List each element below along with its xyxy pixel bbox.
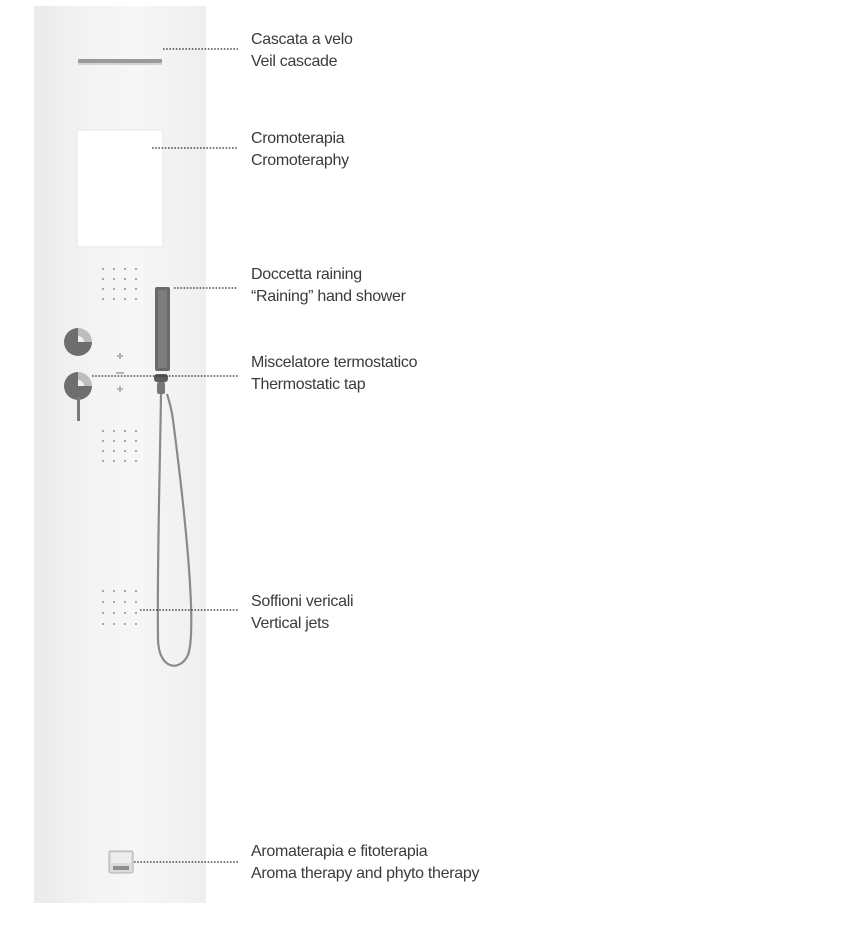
jet-nozzle: [113, 288, 115, 290]
callout-italian: Cascata a velo: [251, 31, 353, 48]
jet-nozzle: [113, 268, 115, 270]
callout-english: Veil cascade: [251, 53, 338, 70]
jet-nozzle: [124, 298, 126, 300]
jet-nozzle: [135, 288, 137, 290]
jet-nozzle: [102, 450, 104, 452]
callout-english: Cromoteraphy: [251, 152, 349, 169]
callout-italian: Miscelatore termostatico: [251, 354, 418, 371]
callout-thermostatic-tap: [251, 352, 417, 396]
jet-nozzle: [124, 268, 126, 270]
jet-nozzle: [135, 440, 137, 442]
jet-nozzle: [135, 298, 137, 300]
jet-nozzle: [102, 590, 104, 592]
jet-nozzle: [102, 268, 104, 270]
callout-italian: Doccetta raining: [251, 266, 362, 283]
callout-italian: Cromoterapia: [251, 130, 345, 147]
jet-nozzle: [113, 430, 115, 432]
jet-nozzle: [113, 590, 115, 592]
jet-nozzle: [135, 623, 137, 625]
jet-nozzle: [102, 601, 104, 603]
jet-nozzle: [113, 612, 115, 614]
jet-nozzle: [113, 278, 115, 280]
jet-nozzle: [135, 268, 137, 270]
jet-nozzle: [113, 440, 115, 442]
jet-nozzle: [124, 278, 126, 280]
tap-indicator-marks: [116, 353, 124, 392]
callout-italian: Aromaterapia e fitoterapia: [251, 843, 428, 860]
jet-nozzle: [102, 288, 104, 290]
jet-nozzle: [124, 440, 126, 442]
jet-nozzle: [135, 612, 137, 614]
jets-grid-bottom: [102, 590, 137, 625]
jet-nozzle: [124, 430, 126, 432]
hand-shower: [154, 287, 191, 666]
jet-nozzle: [113, 298, 115, 300]
jet-nozzle: [135, 430, 137, 432]
jet-nozzle: [135, 450, 137, 452]
jet-nozzle: [113, 460, 115, 462]
callout-italian: Soffioni vericali: [251, 593, 354, 610]
jet-nozzle: [124, 288, 126, 290]
jets-grid-top: [102, 268, 137, 300]
callout-vertical-jets: [251, 591, 353, 635]
jet-nozzle: [102, 430, 104, 432]
jet-nozzle: [135, 601, 137, 603]
tap-knob-upper: [64, 328, 92, 356]
jet-nozzle: [124, 623, 126, 625]
callout-english: “Raining” hand shower: [251, 288, 406, 305]
tap-knob-lower: [64, 372, 92, 421]
callout-veil-cascade: [251, 29, 353, 73]
callout-english: Thermostatic tap: [251, 376, 366, 393]
jet-nozzle: [124, 590, 126, 592]
callout-english: Aroma therapy and phyto therapy: [251, 865, 480, 882]
jet-nozzle: [135, 460, 137, 462]
jet-nozzle: [124, 460, 126, 462]
jet-nozzle: [113, 623, 115, 625]
jet-nozzle: [113, 450, 115, 452]
callout-english: Vertical jets: [251, 615, 329, 632]
callout-chromotherapy: [251, 128, 349, 172]
jet-nozzle: [124, 612, 126, 614]
jet-nozzle: [102, 440, 104, 442]
jets-grid-middle: [102, 430, 137, 462]
jet-nozzle: [135, 590, 137, 592]
callout-aroma-therapy: [251, 841, 479, 885]
jet-nozzle: [102, 298, 104, 300]
jet-nozzle: [113, 601, 115, 603]
jet-nozzle: [102, 278, 104, 280]
veil-cascade-outlet: [78, 59, 162, 63]
callout-hand-shower: [251, 264, 406, 308]
jet-nozzle: [124, 450, 126, 452]
jet-nozzle: [102, 612, 104, 614]
jet-nozzle: [135, 278, 137, 280]
chromotherapy-window: [77, 130, 163, 247]
jet-nozzle: [124, 601, 126, 603]
aroma-therapy-device: [109, 851, 133, 873]
jet-nozzle: [102, 623, 104, 625]
jet-nozzle: [102, 460, 104, 462]
